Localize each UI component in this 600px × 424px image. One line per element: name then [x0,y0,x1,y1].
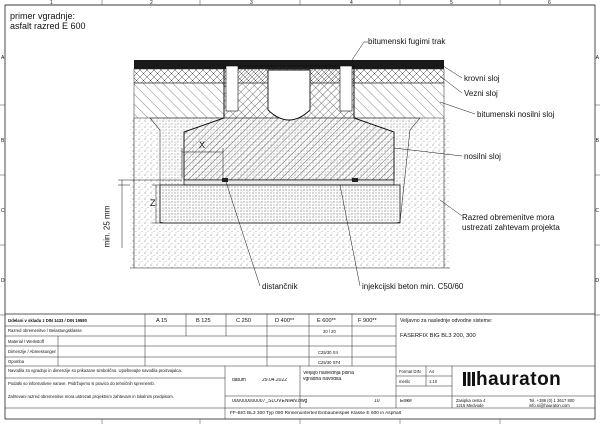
revision: Ellike [400,399,412,404]
zone-row-b-right: B [595,138,599,144]
callout-razred-line1: Razred obremenitve mora [462,213,555,222]
company-logo: hauraton [476,369,562,390]
class-a15: A 15 [156,318,168,324]
callout-nosilni-bitumen: bitumenski nosilni sloj [477,110,555,119]
callout-vezni-sloj: Vezni sloj [464,89,498,98]
zone-col-2: 2 [150,0,153,6]
class-e600: E 600** [317,318,336,324]
format-value: A4 [429,369,435,374]
zone-col-1: 1 [50,0,53,6]
note-line-1: primer vgradnje: [10,11,76,21]
zone-row-d-right: D [595,278,599,284]
tb-row1-left: Izdelani v skladu z DIN 1433 / DIN 19580 [8,318,87,323]
zone-row-c: C [1,208,5,214]
sheet-number: 10 [374,399,380,404]
tb-row5-left: Opomba [8,359,25,364]
format-label: Format DIN [399,369,421,374]
hauraton-logo-icon [463,372,475,386]
address-line-2: 1215 Medvode [456,403,484,408]
tb-row3-left: Material / Werkstoff [8,339,44,344]
note-line-2: asfalt razred E 600 [10,21,86,31]
date-value: 29.04.2022 [262,378,288,383]
zone-col-6: 6 [548,0,551,6]
dimension-x: X [199,140,206,150]
tb-note-2: Podatki so informativne narave. Pridržujemo si pravico do tehničnih sprememb. [8,381,155,386]
class-b125: B 125 [196,318,211,324]
zone-row-d: D [1,278,5,284]
cell-val-3: C25/30 XF4 [318,360,341,365]
scale-value: 1:10 [429,379,438,384]
class-f900: F 900** [358,318,377,324]
callout-distancnik: distančnik [262,282,298,291]
product-name: FASERFIX BIG BL3 200, 300 [400,333,476,339]
phone: Tel. +386 (0) 1 3617 800 [529,398,575,403]
tb-note-3: Zahtevani razred obremenitve mora ustrezati projektnim zahtevam in lokalnim predpisom. [8,394,174,399]
zone-row-b: B [1,138,5,144]
dimension-z: Z [150,198,156,208]
zone-col-4: 4 [350,0,353,6]
right-head: Veljavno za naslednje odvodne sisteme: [400,318,493,324]
zone-col-5: 5 [450,0,453,6]
valid-note-2: vgradna navodila. [303,377,343,382]
drawing-file: 000000000007_SLOVENIAN.dwg [232,399,308,404]
zone-row-a: A [1,55,5,61]
cell-val-2: C25/30 XII [318,350,338,355]
date-label: datum [232,378,246,383]
callout-nosilni-sloj: nosilni sloj [464,152,501,161]
class-d400: D 400** [275,318,295,324]
dimension-min: min. 25 mm [102,205,112,248]
callout-razred-line2: ustrezati zahtevam projekta [462,223,560,232]
email: info.si@hauraton.com [529,403,570,408]
valid-note-1: Veljajo naslednja pisna [303,371,354,376]
callout-injekcijski: injekcijski beton min. C50/60 [362,282,464,291]
bottom-title: FF-BIG BL3 300 Typ 090 Rinnenunterteil Einbaubeispiel Klasse E 600 in Asphalt [230,411,402,416]
tb-row2-left: Razred obremenitve / Belastungsklasse [8,328,82,333]
scale-label: merilo [399,379,411,384]
class-c250: C 250 [236,318,251,324]
zone-col-3: 3 [250,0,253,6]
zone-row-c-right: C [595,208,599,214]
cell-val-1: 20 / 20 [323,329,336,334]
tb-note-1: Navodila za vgradnjo in dimenzije so prikazane simbolično. Upoštevajte navodila proizvajalca. [8,368,182,373]
callout-fugimi-trak: bitumenski fugimi trak [368,37,446,46]
zone-row-a-right: A [595,55,599,61]
tb-row4-left: Dimenzije / Abmessungen [8,349,57,354]
callout-krovni-sloj: krovni sloj [464,74,500,83]
address-line-1: Zasipka cesta 4 [456,398,486,403]
